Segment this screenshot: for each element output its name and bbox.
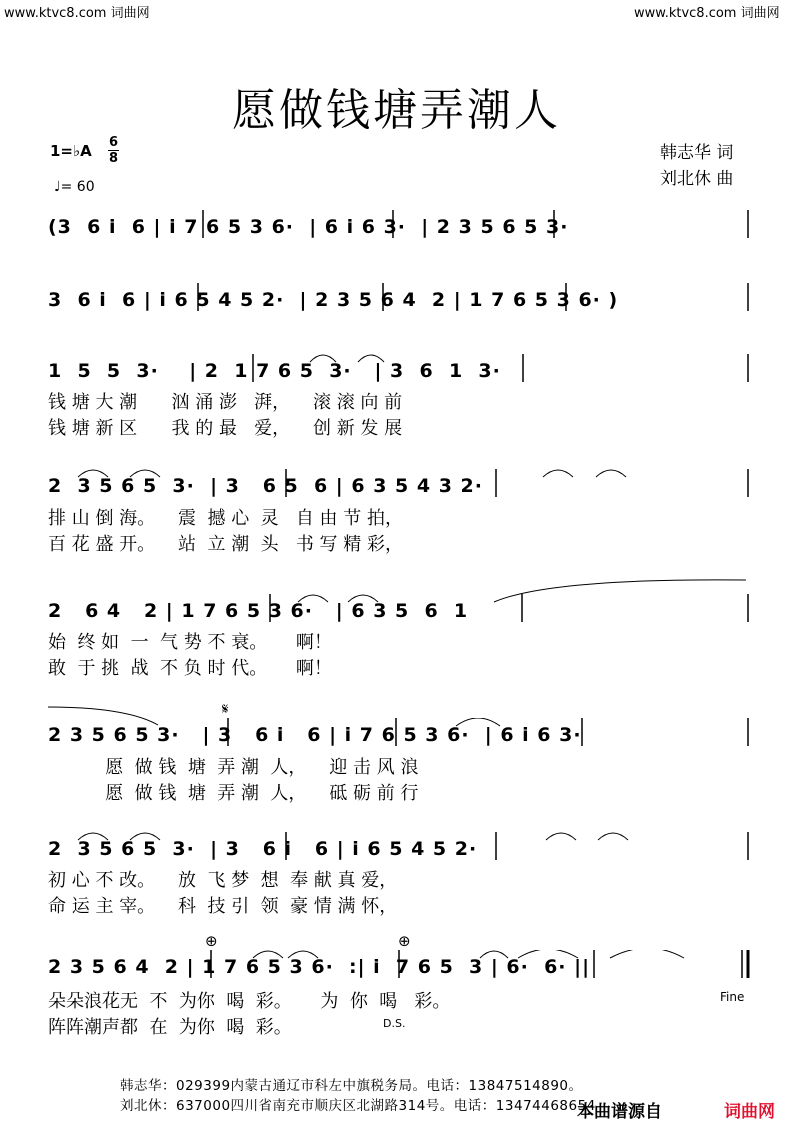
key-signature: 1=♭A (50, 142, 92, 160)
watermark-right: www.ktvc8.com 词曲网 (634, 6, 780, 21)
notes-line: 2 6 4 2 | 1 7 6 5 3 6· | 6 3 5 6 1 (48, 600, 469, 622)
lyrics-verse-2: 钱 塘 新 区 我 的 最 爱， 创 新 发 展 (48, 418, 403, 439)
lyrics-verse-2: 阵阵潮声都 在 为你 喝 彩。 (48, 1017, 292, 1038)
tie-arc (46, 703, 166, 729)
footer-contact-composer: 刘北休：637000四川省南充市顺庆区北湖路314号。电话：13474468654 (120, 1098, 596, 1114)
lyrics-verse-1: 钱 塘 大 潮 汹 涌 澎 湃， 滚 滚 向 前 (48, 392, 403, 413)
notes-line: 3 6 i 6 | i 6 5 4 5 2· | 2 3 5 6 4 2 | 1 7 6 5 3 6· ) (48, 289, 619, 311)
coda-icon: ⊕ (398, 932, 411, 950)
notes-line: 2 3 5 6 5 3· | 3 6 5 6 | 6 3 5 4 3 2· (48, 475, 483, 497)
segno-icon: 𝄋 (222, 700, 229, 718)
notes-line: 2 3 5 6 4 2 | 1 7 6 5 3 6· :| i 7 6 5 3 | 6· 6· || (48, 956, 591, 978)
lyrics-verse-2: 命 运 主 宰。 科 技 引 领 豪 情 满 怀， (48, 896, 398, 917)
time-signature-top: 6 (108, 135, 119, 150)
lyrics-verse-1: 始 终 如 一 气 势 不 衰。 啊！ (48, 632, 332, 653)
coda-icon: ⊕ (205, 932, 218, 950)
composer-credit: 刘北休 曲 (660, 169, 734, 189)
lyricist-credit: 韩志华 词 (660, 143, 734, 163)
notes-line: 2 3 5 6 5 3· | 3 6 i 6 | i 6 5 4 5 2· (48, 838, 478, 860)
watermark-left: www.ktvc8.com 词曲网 (4, 6, 150, 21)
lyrics-verse-2: 百 花 盛 开。 站 立 潮 头 书 写 精 彩， (48, 534, 403, 555)
notes-line: 2 3 5 6 5 3· | 3 6 i 6 | i 7 6 5 3 6· | 6 i 6 3· (48, 724, 582, 746)
lyrics-verse-2: 愿 做 钱 塘 弄 潮 人， 砥 砺 前 行 (48, 783, 419, 804)
lyrics-verse-2: 敢 于 挑 战 不 负 时 代。 啊！ (48, 658, 332, 679)
source-label: 本曲谱源自 (577, 1102, 662, 1122)
notes-line: 1 5 5 3· | 2 1 7 6 5 3· | 3 6 1 3· (48, 360, 501, 382)
lyrics-verse-1: 朵朵浪花无 不 为你 喝 彩。 为 你 喝 彩。 (48, 991, 451, 1012)
notes-line: (3 6 i 6 | i 7 6 5 3 6· | 6 i 6 3· | 2 3 5 6 5 3· (48, 216, 569, 238)
tie-arc (490, 574, 750, 604)
fine-marking: Fine (720, 990, 745, 1004)
ds-marking: D.S. (383, 1017, 406, 1030)
source-site-logo: 词曲网 (724, 1102, 775, 1122)
time-signature (108, 136, 119, 165)
tempo-marking: ♩= 60 (54, 179, 95, 195)
lyrics-verse-1: 排 山 倒 海。 震 撼 心 灵 自 由 节 拍， (48, 508, 403, 529)
time-signature-bottom: 8 (108, 151, 119, 166)
lyrics-verse-1: 愿 做 钱 塘 弄 潮 人， 迎 击 风 浪 (48, 757, 419, 778)
song-title: 愿做钱塘弄潮人 (232, 85, 561, 136)
lyrics-verse-1: 初 心 不 改。 放 飞 梦 想 奉 献 真 爱， (48, 870, 398, 891)
footer-contact-lyricist: 韩志华：029399内蒙古通辽市科左中旗税务局。电话：13847514890。 (120, 1078, 583, 1094)
